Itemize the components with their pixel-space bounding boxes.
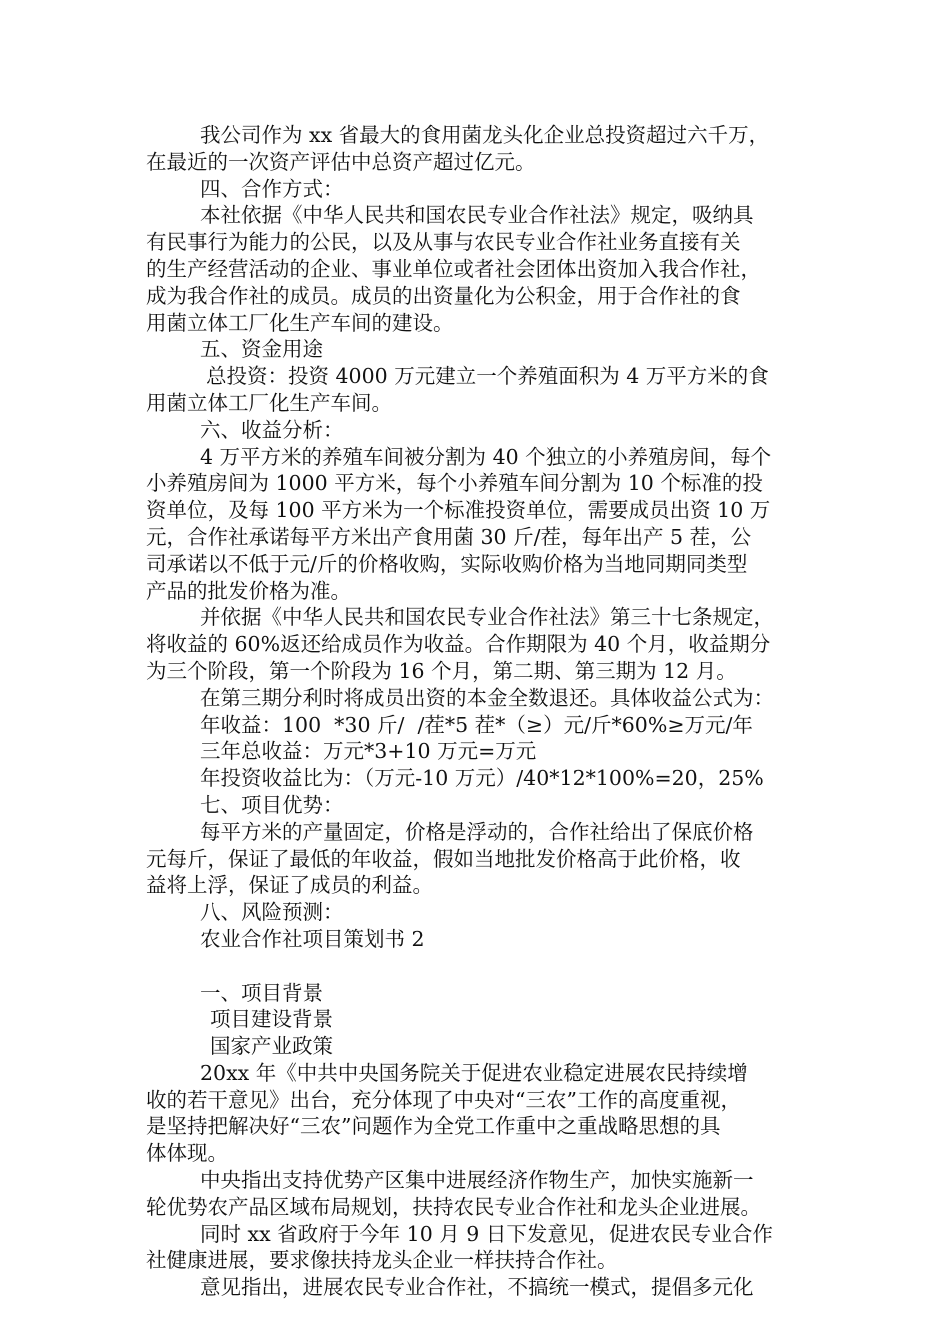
paragraph-line: 体体现。 [146, 1141, 228, 1166]
paragraph-line: 我公司作为 xx 省最大的食用菌龙头化企业总投资超过六千万， [200, 123, 770, 147]
section-heading: 四、合作方式： [200, 176, 344, 201]
paragraph-line: 中央指出支持优势产区集中进展经济作物生产，加快实施新一 [200, 1168, 754, 1193]
section-heading: 八、风险预测： [200, 900, 344, 925]
document-body [146, 122, 818, 1301]
paragraph-line: 元每斤，保证了最低的年收益，假如当地批发价格高于此价格，收 [146, 846, 741, 871]
paragraph-line: 为三个阶段，第一个阶段为 16 个月，第二期、第三期为 12 月。 [146, 658, 737, 683]
paragraph-line: 用菌立体工厂化生产车间。 [146, 390, 392, 415]
paragraph-line: 20xx 年《中共中央国务院关于促进农业稳定进展农民持续增 [200, 1060, 748, 1085]
paragraph-line: 用菌立体工厂化生产车间的建设。 [146, 310, 454, 335]
paragraph-line: 小养殖房间为 1000 平方米，每个小养殖车间分割为 10 个标准的投 [146, 471, 763, 496]
formula-line: 年收益：100 *30 斤/ /茬*5 茬*（≥）元/斤*60%≥万元/年 [200, 712, 753, 737]
paragraph-line: 收的若干意见》出台，充分体现了中央对“三农”工作的高度重视， [146, 1087, 741, 1112]
paragraph-line: 将收益的 60%返还给成员作为收益。合作期限为 40 个月，收益期分 [146, 632, 771, 657]
paragraph-line: 资单位，及每 100 平方米为一个标准投资单位，需要成员出资 10 万 [146, 498, 771, 523]
paragraph-line: 本社依据《中华人民共和国农民专业合作社法》规定，吸纳具 [200, 203, 754, 228]
section-heading: 一、项目背景 [200, 980, 323, 1005]
document-subtitle: 农业合作社项目策划书 2 [200, 926, 425, 951]
paragraph-line: 有民事行为能力的公民，以及从事与农民专业合作社业务直接有关 [146, 230, 741, 255]
paragraph-line: 4 万平方米的养殖车间被分割为 40 个独立的小养殖房间，每个 [200, 444, 772, 469]
formula-line: 年投资收益比为：（万元-10 万元）/40*12*100%=20，25% [200, 766, 764, 791]
blank-line [146, 953, 818, 980]
formula-line: 三年总收益：万元*3+10 万元=万元 [200, 739, 537, 764]
subsection-heading: 国家产业政策 [210, 1034, 333, 1059]
paragraph-line: 每平方米的产量固定，价格是浮动的，合作社给出了保底价格 [200, 819, 754, 844]
paragraph-line: 并依据《中华人民共和国农民专业合作社法》第三十七条规定， [200, 605, 774, 630]
section-heading: 六、收益分析： [200, 417, 344, 442]
paragraph-line: 产品的批发价格为准。 [146, 578, 351, 603]
paragraph-line: 意见指出，进展农民专业合作社，不搞统一模式，提倡多元化 [200, 1275, 754, 1300]
paragraph-line: 轮优势农产品区域布局规划，扶持农民专业合作社和龙头企业进展。 [146, 1194, 761, 1219]
paragraph-line: 在最近的一次资产评估中总资产超过亿元。 [146, 149, 536, 174]
paragraph-line: 社健康进展，要求像扶持龙头企业一样扶持合作社。 [146, 1248, 618, 1273]
paragraph-line: 的生产经营活动的企业、事业单位或者社会团体出资加入我合作社， [146, 256, 761, 281]
section-heading: 七、项目优势： [200, 792, 344, 817]
paragraph-line: 同时 xx 省政府于今年 10 月 9 日下发意见，促进农民专业合作 [200, 1221, 773, 1246]
paragraph-line: 元，合作社承诺每平方米出产食用菌 30 斤/茬，每年出产 5 茬，公 [146, 524, 752, 549]
paragraph-line: 益将上浮，保证了成员的利益。 [146, 873, 433, 898]
paragraph-line: 在第三期分利时将成员出资的本金全数退还。具体收益公式为： [200, 685, 774, 710]
paragraph-line: 总投资：投资 4000 万元建立一个养殖面积为 4 万平方米的食 [206, 364, 769, 389]
section-heading: 五、资金用途 [200, 337, 323, 362]
paragraph-line: 是坚持把解决好“三农”问题作为全党工作重中之重战略思想的具 [146, 1114, 721, 1139]
paragraph-line: 司承诺以不低于元/斤的价格收购，实际收购价格为当地同期同类型 [146, 551, 748, 576]
paragraph-line: 成为我合作社的成员。成员的出资量化为公积金，用于合作社的食 [146, 283, 741, 308]
subsection-heading: 项目建设背景 [210, 1007, 333, 1032]
